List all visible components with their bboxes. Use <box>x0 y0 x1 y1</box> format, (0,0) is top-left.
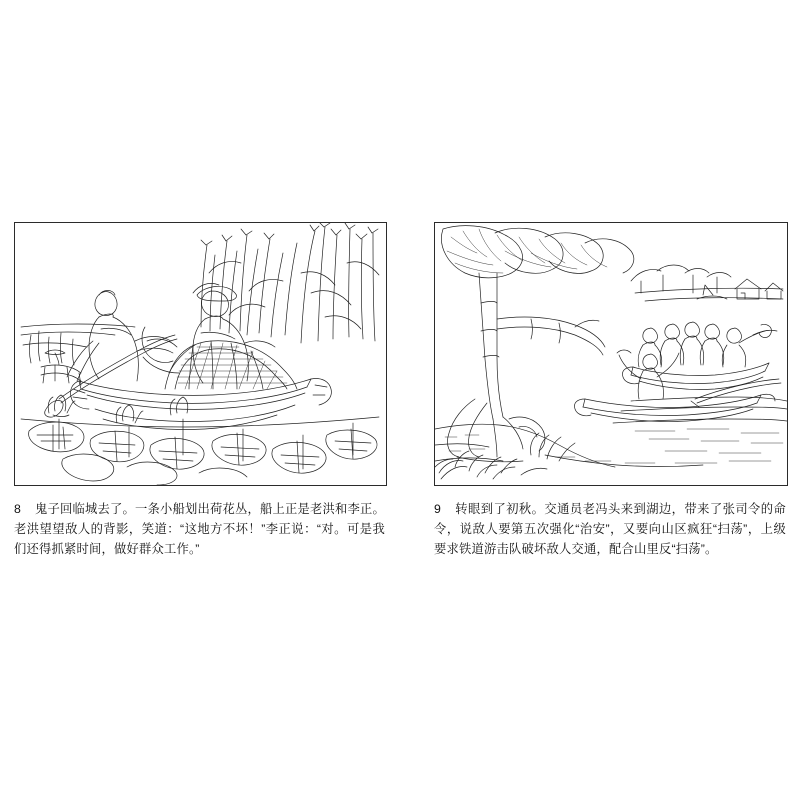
panel-9 <box>434 222 786 567</box>
panel-9-caption <box>434 500 786 560</box>
panel-8-caption <box>14 500 385 560</box>
illustration-boat-in-lotus-pond <box>14 222 387 486</box>
panel-9-number: 9 <box>434 502 442 516</box>
illustration-lakeside-boats-with-militia <box>434 222 788 486</box>
panel-9-caption-text: 转眼到了初秋。交通员老冯头来到湖边，带来了张司令的命令，说敌人要第五次强化“治安”，又要向山区疯狂“扫荡”，上级要求铁道游击队破坏敌人交通，配合山里反“扫荡”。 <box>434 502 786 556</box>
panel-8 <box>14 222 385 567</box>
panel-8-number: 8 <box>14 502 22 516</box>
panel-8-caption-text: 鬼子回临城去了。一条小船划出荷花丛，船上正是老洪和李正。老洪望望敌人的背影，笑道：“这地方不坏！”李正说：“对。可是我们还得抓紧时间，做好群众工作。” <box>14 502 385 556</box>
